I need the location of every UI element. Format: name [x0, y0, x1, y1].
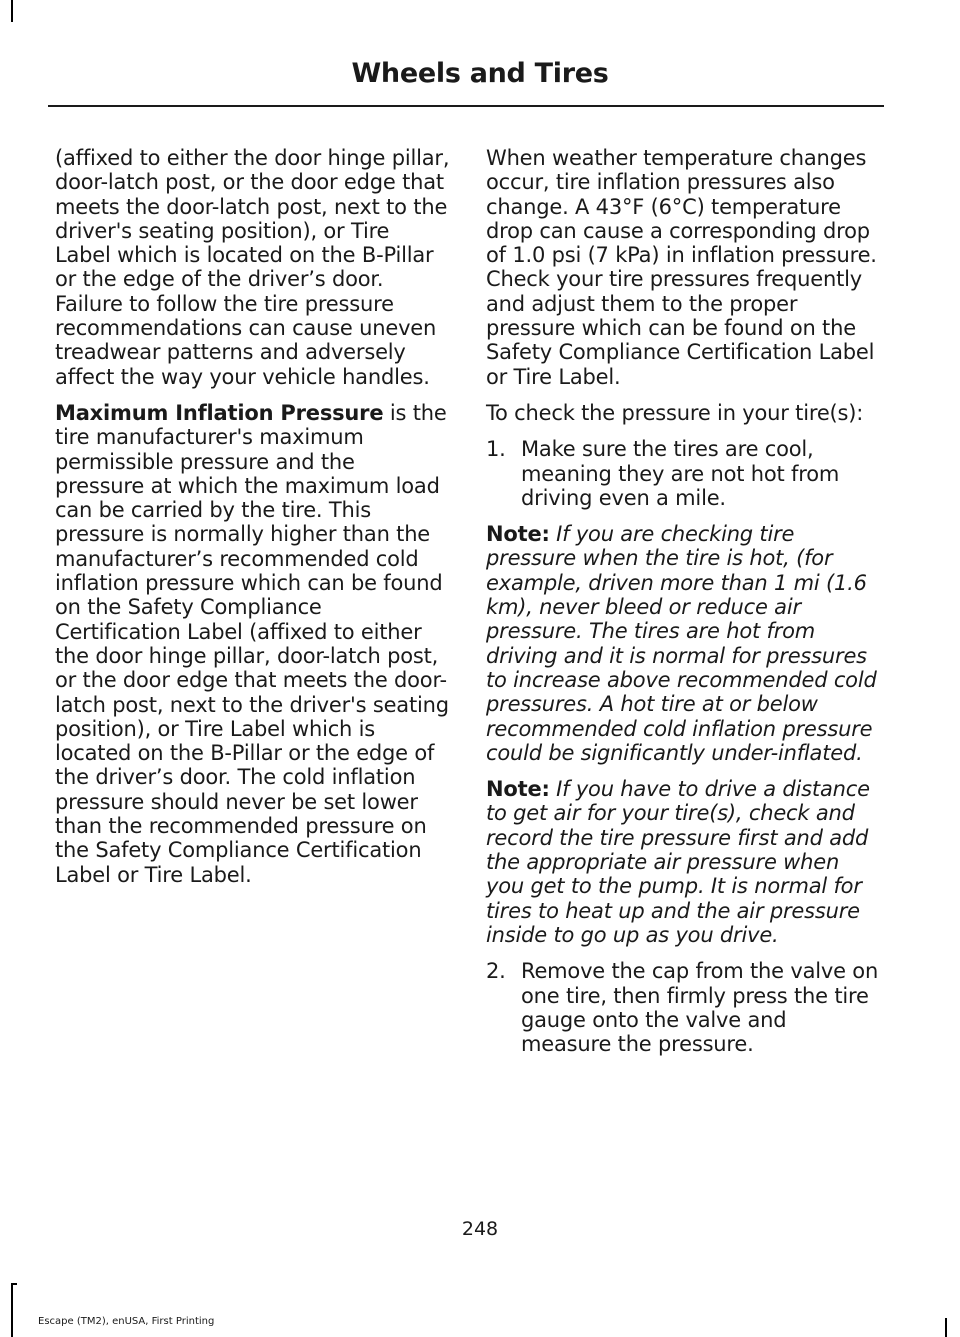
- page-title: Wheels and Tires: [351, 58, 609, 89]
- note-text: If you are checking tire pressure when the tire is hot, (for example, driven more than 1 mi (1.6 km), never bleed or reduce air pressure. The tires are hot from driving and it is normal for pressures to increase above recommended cold pressures. A hot tire at or below recommended cold inflation pressure could be significantly under-inflated.: [486, 522, 877, 765]
- page-number: 248: [461, 1218, 499, 1240]
- note: [486, 777, 882, 947]
- note-label: Note:: [486, 777, 550, 802]
- note-label: Note:: [486, 522, 550, 547]
- note: [486, 522, 882, 765]
- crop-mark-bottom-right: [945, 1318, 947, 1337]
- paragraph: (affixed to either the door hinge pillar, door-latch post, or the door edge that meets the door-latch post, next to the driver's seating position), or Tire Label which is located on the B-Pillar or the edge of the driver’s door. Failure to follow the tire pressure recommendations can cause uneven treadwear patterns and adversely affect the way your vehicle handles.: [55, 146, 450, 389]
- note-text: If you have to drive a distance to get air for your tire(s), check and record the tire pressure first and add the appropriate air pressure when you get to the pump. It is normal for tires to heat up and the air pressure inside to go up as you drive.: [486, 777, 870, 947]
- list-item: [486, 437, 882, 510]
- term-max-inflation-pressure: Maximum Inflation Pressure: [55, 400, 384, 425]
- right-column: [486, 146, 882, 1068]
- paragraph-text: is the tire manufacturer's maximum permissible pressure and the pressure at which the maximum load can be carried by the tire. This pressure is normally higher than the manufacturer’s recommended cold inflation pressure which can be found on the Safety Compliance Certification Label (affixed to either the door hinge pillar, door-latch post, or the door edge that meets the door-latch post, next to the driver's seating position), or Tire Label which is located on the B-Pillar or the edge of the driver’s door. The cold inflation pressure should never be set lower than the recommended pressure on the Safety Compliance Certification Label or Tire Label.: [55, 400, 449, 887]
- paragraph-max-inflation: [55, 401, 450, 887]
- left-column: [55, 146, 450, 899]
- list-text: Make sure the tires are cool, meaning they are not hot from driving even a mile.: [521, 437, 840, 510]
- list-number: 2.: [486, 959, 506, 984]
- crop-mark-top-left: [11, 0, 13, 22]
- crop-mark-bottom-left-h: [11, 1283, 17, 1285]
- header-divider: [48, 105, 884, 107]
- edition-footer: Escape (TM2), enUSA, First Printing: [38, 1316, 215, 1327]
- list-text: Remove the cap from the valve on one tire, then firmly press the tire gauge onto the valve and measure the pressure.: [521, 959, 879, 1057]
- paragraph: To check the pressure in your tire(s):: [486, 400, 864, 425]
- paragraph: When weather temperature changes occur, tire inflation pressures also change. A 43°F (6°C) temperature drop can cause a corresponding drop of 1.0 psi (7 kPa) in inflation pressure. Check your tire pressures frequently and adjust them to the proper pressure which can be found on the Safety Compliance Certification Label or Tire Label.: [486, 146, 877, 389]
- list-item: [486, 959, 882, 1056]
- crop-mark-bottom-left: [11, 1283, 13, 1337]
- list-number: 1.: [486, 437, 506, 462]
